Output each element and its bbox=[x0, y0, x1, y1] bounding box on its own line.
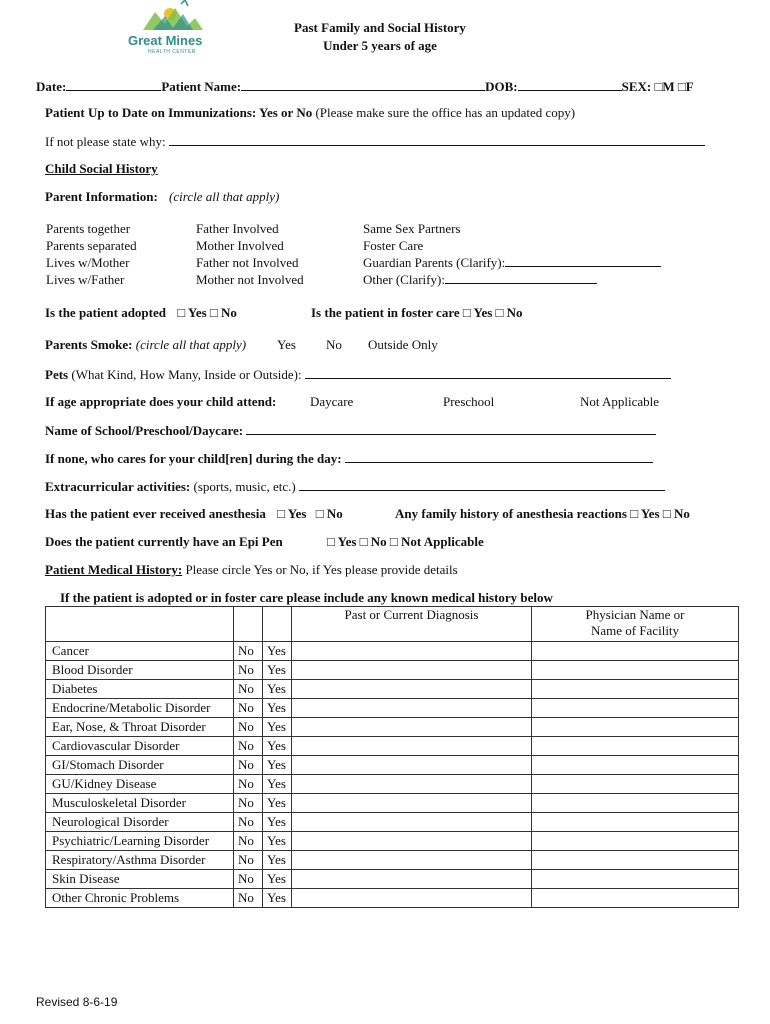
option-father-involved[interactable]: Father Involved bbox=[196, 221, 279, 236]
extracurricular-hint: (sports, music, etc.) bbox=[193, 479, 296, 494]
child-social-history-heading: Child Social History bbox=[45, 161, 158, 176]
physician-cell[interactable] bbox=[532, 775, 739, 794]
header-physician-line-1: Physician Name or bbox=[585, 607, 685, 622]
option-parents-separated[interactable]: Parents separated bbox=[46, 238, 137, 253]
diagnosis-cell[interactable] bbox=[292, 737, 532, 756]
yes-option[interactable]: Yes bbox=[263, 756, 292, 775]
page-title bbox=[0, 19, 760, 55]
yes-option[interactable]: Yes bbox=[263, 737, 292, 756]
sex-f-checkbox[interactable]: □F bbox=[677, 79, 694, 94]
parent-info-col-1 bbox=[46, 220, 137, 288]
no-option[interactable]: No bbox=[234, 832, 263, 851]
option-lives-father[interactable]: Lives w/Father bbox=[46, 272, 125, 287]
parent-info-col-3 bbox=[363, 220, 661, 288]
physician-cell[interactable] bbox=[532, 756, 739, 775]
revision-footer: Revised 8-6-19 bbox=[36, 995, 118, 1009]
attend-option-preschool[interactable]: Preschool bbox=[443, 394, 495, 409]
pets-label: Pets bbox=[45, 367, 69, 382]
condition-name: Respiratory/Asthma Disorder bbox=[46, 851, 234, 870]
yes-option[interactable]: Yes bbox=[263, 680, 292, 699]
adopted-note: If the patient is adopted or in foster care please include any known medical history below bbox=[60, 590, 553, 605]
physician-cell[interactable] bbox=[532, 794, 739, 813]
table-row bbox=[46, 661, 739, 680]
condition-name: Blood Disorder bbox=[46, 661, 234, 680]
yes-option[interactable]: Yes bbox=[263, 775, 292, 794]
date-field[interactable] bbox=[66, 78, 161, 91]
smoke-row bbox=[45, 337, 246, 353]
medical-history-table bbox=[45, 606, 739, 908]
date-label: Date: bbox=[36, 79, 67, 94]
option-father-not-involved[interactable]: Father not Involved bbox=[196, 255, 299, 270]
immunizations-why-label: If not please state why: bbox=[45, 134, 166, 149]
physician-cell[interactable] bbox=[532, 851, 739, 870]
adopted-no-checkbox[interactable]: □ No bbox=[209, 305, 237, 320]
dob-label: DOB: bbox=[485, 79, 518, 94]
diagnosis-cell[interactable] bbox=[292, 832, 532, 851]
school-name-field[interactable] bbox=[246, 422, 656, 435]
condition-name: Musculoskeletal Disorder bbox=[46, 794, 234, 813]
yes-option[interactable]: Yes bbox=[263, 813, 292, 832]
table-row bbox=[46, 718, 739, 737]
diagnosis-cell[interactable] bbox=[292, 851, 532, 870]
school-name-label: Name of School/Preschool/Daycare: bbox=[45, 423, 244, 438]
header-no bbox=[234, 607, 263, 642]
physician-cell[interactable] bbox=[532, 832, 739, 851]
title-line-2: Under 5 years of age bbox=[323, 38, 437, 53]
condition-name: Other Chronic Problems bbox=[46, 889, 234, 908]
physician-cell[interactable] bbox=[532, 642, 739, 661]
family-anesthesia-row bbox=[395, 506, 690, 522]
immunizations-why-row bbox=[45, 133, 705, 150]
header-yes bbox=[263, 607, 292, 642]
pets-hint: (What Kind, How Many, Inside or Outside): bbox=[71, 367, 302, 382]
anesthesia-no-checkbox[interactable]: □ No bbox=[315, 506, 343, 521]
caregiver-label: If none, who cares for your child[ren] during the day: bbox=[45, 451, 342, 466]
epipen-no-checkbox[interactable]: □ No bbox=[359, 534, 387, 549]
patient-name-label: Patient Name: bbox=[161, 79, 242, 94]
yes-option[interactable]: Yes bbox=[263, 642, 292, 661]
no-option[interactable]: No bbox=[234, 813, 263, 832]
option-parents-together[interactable]: Parents together bbox=[46, 221, 131, 236]
diagnosis-cell[interactable] bbox=[292, 756, 532, 775]
diagnosis-cell[interactable] bbox=[292, 775, 532, 794]
table-row bbox=[46, 680, 739, 699]
yes-option[interactable]: Yes bbox=[263, 832, 292, 851]
other-clarify-field[interactable] bbox=[445, 271, 597, 284]
dob-field[interactable] bbox=[518, 78, 622, 91]
condition-name: Ear, Nose, & Throat Disorder bbox=[46, 718, 234, 737]
medical-history-row bbox=[45, 562, 458, 578]
immunizations-note: (Please make sure the office has an updated copy) bbox=[315, 105, 576, 120]
yes-option[interactable]: Yes bbox=[263, 661, 292, 680]
table-row bbox=[46, 642, 739, 661]
condition-name: Cardiovascular Disorder bbox=[46, 737, 234, 756]
no-option[interactable]: No bbox=[234, 794, 263, 813]
diagnosis-cell[interactable] bbox=[292, 680, 532, 699]
medical-history-hint: Please circle Yes or No, if Yes please provide details bbox=[185, 562, 458, 577]
foster-no-checkbox[interactable]: □ No bbox=[495, 305, 523, 320]
diagnosis-cell[interactable] bbox=[292, 699, 532, 718]
smoke-option-yes[interactable]: Yes bbox=[277, 337, 296, 352]
diagnosis-cell[interactable] bbox=[292, 642, 532, 661]
parent-info-hint: (circle all that apply) bbox=[169, 189, 280, 204]
pets-field[interactable] bbox=[305, 366, 671, 379]
condition-name: Psychiatric/Learning Disorder bbox=[46, 832, 234, 851]
no-option[interactable]: No bbox=[234, 680, 263, 699]
epipen-options bbox=[327, 534, 484, 550]
epipen-yes-checkbox[interactable]: □ Yes bbox=[327, 534, 357, 549]
smoke-option-outside[interactable]: Outside Only bbox=[368, 337, 438, 352]
header-condition bbox=[46, 607, 234, 642]
epipen-label: Does the patient currently have an Epi Pen bbox=[45, 534, 283, 549]
extracurricular-label: Extracurricular activities: bbox=[45, 479, 191, 494]
no-option[interactable]: No bbox=[234, 756, 263, 775]
epipen-na-checkbox[interactable]: □ Not Applicable bbox=[389, 534, 484, 549]
pets-row bbox=[45, 366, 671, 383]
table-header-row bbox=[46, 607, 739, 642]
physician-cell[interactable] bbox=[532, 889, 739, 908]
family-anesthesia-label: Any family history of anesthesia reactions bbox=[395, 506, 627, 521]
option-same-sex-partners[interactable]: Same Sex Partners bbox=[363, 221, 461, 236]
no-option[interactable]: No bbox=[234, 642, 263, 661]
adopted-row bbox=[45, 305, 237, 321]
table-row bbox=[46, 699, 739, 718]
condition-name: Endocrine/Metabolic Disorder bbox=[46, 699, 234, 718]
condition-name: Skin Disease bbox=[46, 870, 234, 889]
option-mother-involved[interactable]: Mother Involved bbox=[196, 238, 284, 253]
diagnosis-cell[interactable] bbox=[292, 718, 532, 737]
diagnosis-cell[interactable] bbox=[292, 870, 532, 889]
patient-name-field[interactable] bbox=[241, 78, 485, 91]
no-option[interactable]: No bbox=[234, 870, 263, 889]
diagnosis-cell[interactable] bbox=[292, 889, 532, 908]
caregiver-field[interactable] bbox=[345, 450, 653, 463]
smoke-label: Parents Smoke: bbox=[45, 337, 133, 352]
sex-m-checkbox[interactable]: □M bbox=[654, 79, 675, 94]
yes-option[interactable]: Yes bbox=[263, 699, 292, 718]
no-option[interactable]: No bbox=[234, 737, 263, 756]
option-guardian-parents[interactable]: Guardian Parents (Clarify): bbox=[363, 255, 506, 270]
anesthesia-label: Has the patient ever received anesthesia bbox=[45, 506, 266, 521]
table-row bbox=[46, 889, 739, 908]
table-row bbox=[46, 851, 739, 870]
parent-info-row bbox=[45, 189, 279, 205]
extracurricular-row bbox=[45, 478, 665, 495]
attend-label: If age appropriate does your child attend: bbox=[45, 394, 277, 409]
no-option[interactable]: No bbox=[234, 851, 263, 870]
header-physician-line-2: Name of Facility bbox=[590, 623, 680, 638]
foster-label: Is the patient in foster care bbox=[311, 305, 460, 320]
medical-history-label: Patient Medical History: bbox=[45, 562, 183, 577]
yes-option[interactable]: Yes bbox=[263, 870, 292, 889]
table-row bbox=[46, 813, 739, 832]
yes-option[interactable]: Yes bbox=[263, 794, 292, 813]
yes-option[interactable]: Yes bbox=[263, 889, 292, 908]
physician-cell[interactable] bbox=[532, 813, 739, 832]
adopted-yes-checkbox[interactable]: □ Yes bbox=[177, 305, 207, 320]
caregiver-row bbox=[45, 450, 653, 467]
parent-info-label: Parent Information: bbox=[45, 189, 158, 204]
smoke-hint: (circle all that apply) bbox=[135, 337, 247, 352]
no-option[interactable]: No bbox=[234, 718, 263, 737]
immunizations-row bbox=[45, 105, 575, 121]
foster-row bbox=[311, 305, 523, 321]
attend-option-not-applicable[interactable]: Not Applicable bbox=[580, 394, 660, 409]
foster-yes-checkbox[interactable]: □ Yes bbox=[462, 305, 493, 320]
table-row bbox=[46, 737, 739, 756]
option-foster-care[interactable]: Foster Care bbox=[363, 238, 424, 253]
condition-name: Diabetes bbox=[46, 680, 234, 699]
diagnosis-cell[interactable] bbox=[292, 794, 532, 813]
table-row bbox=[46, 832, 739, 851]
condition-name: Cancer bbox=[46, 642, 234, 661]
condition-name: GU/Kidney Disease bbox=[46, 775, 234, 794]
physician-cell[interactable] bbox=[532, 737, 739, 756]
demographics-row bbox=[36, 78, 694, 95]
extracurricular-field[interactable] bbox=[299, 478, 665, 491]
physician-cell[interactable] bbox=[532, 680, 739, 699]
logo-name: Great Mines bbox=[128, 33, 203, 48]
parent-info-col-2 bbox=[196, 220, 304, 288]
yes-option[interactable]: Yes bbox=[263, 718, 292, 737]
table-row bbox=[46, 794, 739, 813]
physician-cell[interactable] bbox=[532, 661, 739, 680]
title-line-1: Past Family and Social History bbox=[294, 20, 466, 35]
no-option[interactable]: No bbox=[234, 661, 263, 680]
physician-cell[interactable] bbox=[532, 699, 739, 718]
option-lives-mother[interactable]: Lives w/Mother bbox=[46, 255, 130, 270]
option-mother-not-involved[interactable]: Mother not Involved bbox=[196, 272, 304, 287]
anesthesia-row bbox=[45, 506, 343, 522]
table-row bbox=[46, 870, 739, 889]
sex-label: SEX: bbox=[621, 79, 652, 94]
physician-cell[interactable] bbox=[532, 870, 739, 889]
diagnosis-cell[interactable] bbox=[292, 661, 532, 680]
no-option[interactable]: No bbox=[234, 699, 263, 718]
condition-name: Neurological Disorder bbox=[46, 813, 234, 832]
no-option[interactable]: No bbox=[234, 889, 263, 908]
adopted-label: Is the patient adopted bbox=[45, 305, 166, 320]
table-row bbox=[46, 775, 739, 794]
immunizations-why-field[interactable] bbox=[169, 133, 705, 146]
attend-option-daycare[interactable]: Daycare bbox=[310, 394, 354, 409]
table-row bbox=[46, 756, 739, 775]
physician-cell[interactable] bbox=[532, 718, 739, 737]
logo-subtitle: HEALTH CENTER bbox=[148, 49, 196, 55]
option-other[interactable]: Other (Clarify): bbox=[363, 272, 445, 287]
no-option[interactable]: No bbox=[234, 775, 263, 794]
immunizations-label: Patient Up to Date on Immunizations: Yes or No bbox=[45, 105, 313, 120]
guardian-clarify-field[interactable] bbox=[505, 254, 661, 267]
school-name-row bbox=[45, 422, 656, 439]
header-physician bbox=[532, 607, 739, 642]
condition-name: GI/Stomach Disorder bbox=[46, 756, 234, 775]
yes-option[interactable]: Yes bbox=[263, 851, 292, 870]
anesthesia-yes-checkbox[interactable]: □ Yes bbox=[277, 506, 307, 521]
header-diagnosis: Past or Current Diagnosis bbox=[292, 607, 532, 642]
family-anesthesia-no-checkbox[interactable]: □ No bbox=[662, 506, 690, 521]
diagnosis-cell[interactable] bbox=[292, 813, 532, 832]
smoke-option-no[interactable]: No bbox=[326, 337, 342, 352]
family-anesthesia-yes-checkbox[interactable]: □ Yes bbox=[630, 506, 660, 521]
